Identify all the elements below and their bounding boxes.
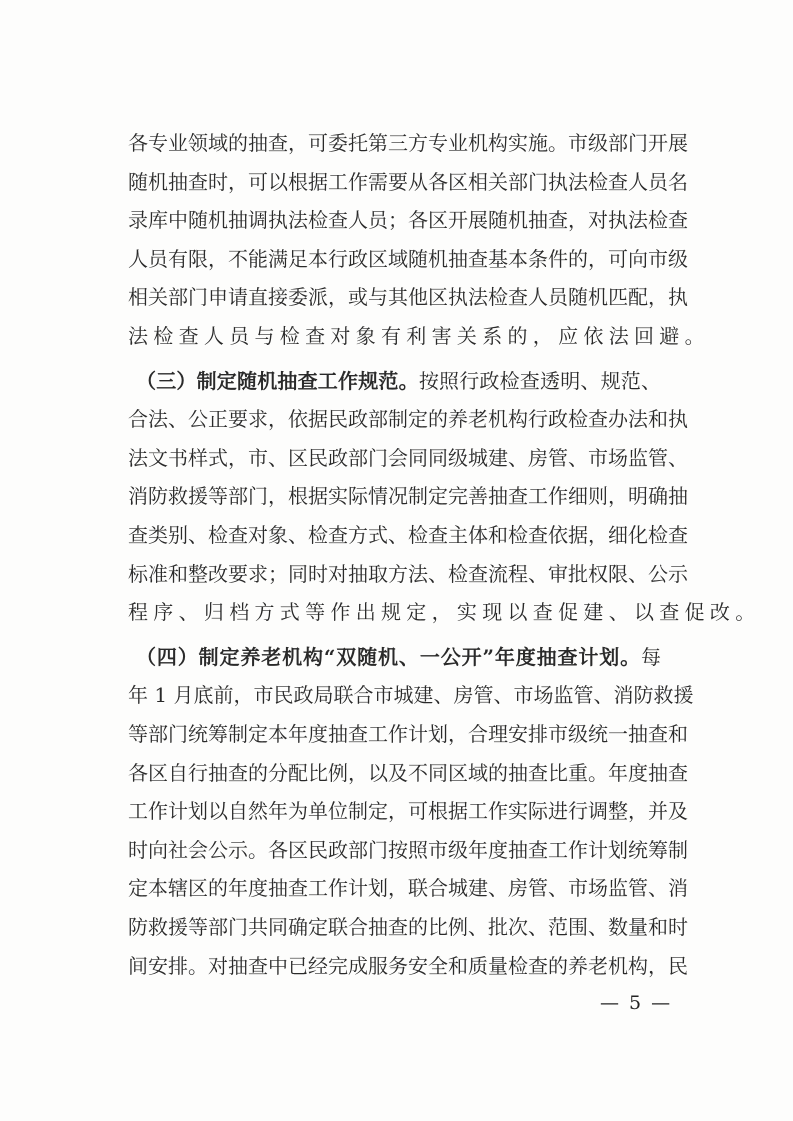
line-text: 标准和整改要求；同时对抽取方法、检查流程、审批权限、公示 [128,561,688,586]
text-line [128,439,688,478]
text-line [128,754,688,793]
line-text: 相关部门申请直接委派，或与其他区执法检查人员随机匹配，执 [128,285,688,310]
line-text: 人员有限，不能满足本行政区域随机抽查基本条件的，可向市级 [128,246,688,271]
line-text: 时向社会公示。各区民政部门按照市级年度抽查工作计划统筹制 [128,837,688,862]
line-text: 随机抽查时，可以根据工作需要从各区相关部门执法检查人员名 [128,169,688,194]
text-line [128,516,688,555]
line-text: 按照行政检查透明、规范、 [418,368,662,393]
text-line [128,792,688,831]
text-line [128,477,688,516]
line-text: 各专业领域的抽查，可委托第三方专业机构实施。市级部门开展 [128,131,688,155]
text-line [128,555,688,594]
text-line [128,831,688,870]
line-text: 年 1 月底前，市民政局联合市城建、房管、市场监管、消防救援 [128,683,694,708]
section-heading: （四）制定养老机构“双随机、一公开”年度抽查计划。 [136,644,641,669]
line-text: 各区自行抽查的分配比例，以及不同区域的抽查比重。年度抽查 [128,760,688,785]
text-line [128,593,761,632]
line-text: 防救援等部门共同确定联合抽查的比例、批次、范围、数量和时 [128,915,688,939]
line-text: 法文书样式，市、区民政部门会同同级城建、房管、市场监管、 [128,445,688,470]
text-line [128,676,694,715]
line-text: 间安排。对抽查中已经完成服务安全和质量检查的养老机构，民 [128,953,688,978]
line-text: 消防救援等部门，根据实际情况制定完善抽查工作细则，明确抽 [128,484,688,509]
section-heading: （三）制定随机抽查工作规范。 [136,368,419,393]
text-line [128,715,688,754]
line-text: 程序、归档方式等作出规定，实现以查促建、以查促改。 [128,600,761,625]
line-text: 定本辖区的年度抽查工作计划，联合城建、房管、市场监管、消 [128,876,688,901]
section-heading-line [128,362,661,401]
text-line [128,240,688,279]
section-heading-line [128,638,661,677]
text-line [128,317,710,356]
line-text: 法检查人员与检查对象有利害关系的，应依法回避。 [128,324,710,348]
text-line [128,278,688,317]
line-text: 每 [641,644,662,669]
line-text: 查类别、检查对象、检查方式、检查主体和检查依据，细化检查 [128,523,688,547]
text-line [128,908,688,947]
text-line [128,163,688,202]
line-text: 录库中随机抽调执法检查人员；各区开展随机抽查，对执法检查 [128,208,688,233]
page-number: — 5 — [600,992,673,1014]
line-text: 工作计划以自然年为单位制定，可根据工作实际进行调整，并及 [128,799,688,824]
text-line [128,201,688,240]
line-text: 合法、公正要求，依据民政部制定的养老机构行政检查办法和执 [128,407,688,432]
text-line [128,124,688,163]
text-line [128,400,688,439]
text-line [128,947,688,986]
line-text: 等部门统筹制定本年度抽查工作计划，合理安排市级统一抽查和 [128,722,688,746]
text-line [128,869,688,908]
